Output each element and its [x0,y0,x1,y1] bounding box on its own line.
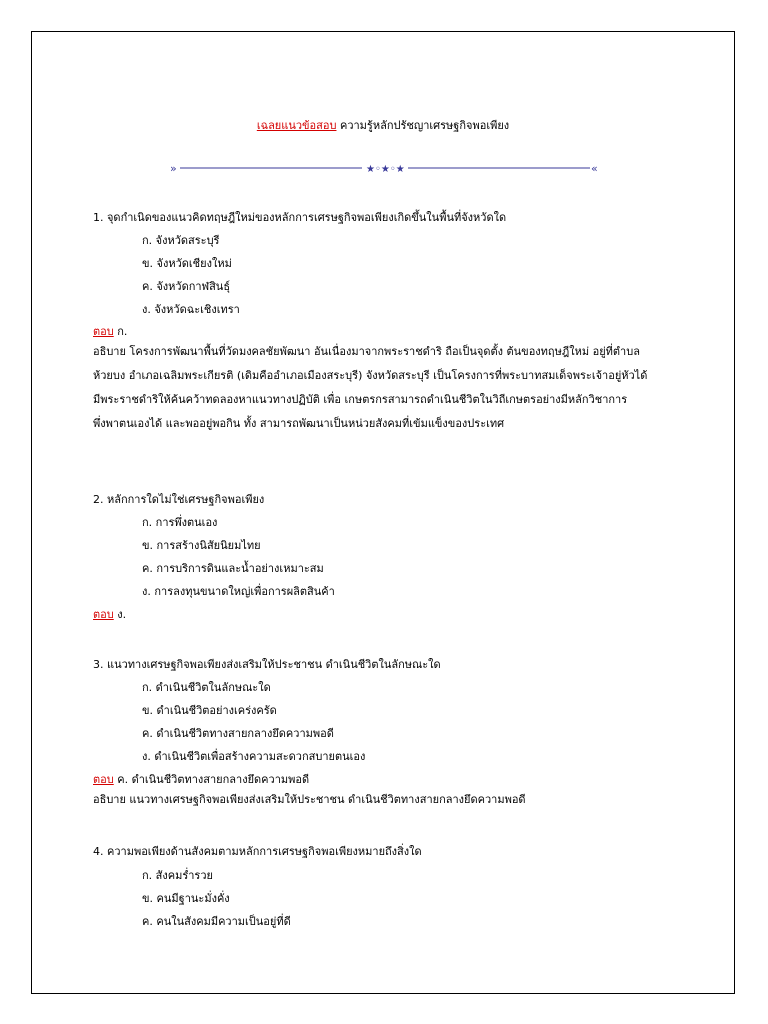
q3-explanation [93,788,693,812]
answer-label: ตอบ [93,773,114,786]
q1-explanation-line-2: ห้วยบง อำเภอเฉลิมพระเกียรติ (เดิมคืออำเภอเมืองสระบุรี) จังหวัดสระบุรี เป็นโครงการที่พระบาทสมเด็จพระเจ้าอยู่หัวได้ [93,369,648,382]
q3-explanation-line-1: อธิบาย แนวทางเศรษฐกิจพอเพียงส่งเสริมให้ประชาชน ดำเนินชีวิตทางสายกลางยึดความพอดี [93,793,526,806]
q4-option-c: ค. คนในสังคมมีความเป็นอยู่ที่ดี [142,915,291,928]
q4-option-b: ข. คนมีฐานะมั่งคั่ง [142,892,230,905]
q1-explanation-line-4: พึ่งพาตนเองได้ และพออยู่พอกิน ทั้ง สามารถพัฒนาเป็นหน่วยสังคมที่เข้มแข็งของประเทศ [93,417,505,430]
divider-stars: ★◦★◦★ [366,164,405,175]
document-title [32,116,734,134]
title-link[interactable]: เฉลยแนวข้อสอบ [256,119,337,132]
q1-answer [93,322,127,340]
q2-option-d: ง. การลงทุนขนาดใหญ่เพื่อการผลิตสินค้า [142,585,335,598]
page-frame [31,31,735,994]
q3-option-a: ก. ดำเนินชีวิตในลักษณะใด [142,681,271,694]
q1-explanation-line-3: มีพระราชดำริให้ค้นคว้าทดลองหาแนวทางปฏิบัติ เพื่อ เกษตรกรสามารถดำเนินชีวิตในวิถีเกษตรอย่างมีหลักวิชาการ [93,393,628,406]
q1-option-d: ง. จังหวัดฉะเชิงเทรา [142,303,240,316]
answer-label: ตอบ [93,608,114,621]
q4-option-a: ก. สังคมร่ำรวย [142,869,213,882]
q2-answer [93,605,126,623]
answer-label: ตอบ [93,325,114,338]
q1-option-b: ข. จังหวัดเชียงใหม่ [142,257,232,270]
q1-explanation-line-1: อธิบาย โครงการพัฒนาพื้นที่วัดมงคลชัยพัฒนา อันเนื่องมาจากพระราชดำริ ถือเป็นจุดตั้ง ต้นของทฤษฎีใหม่ อยู่ที่ตำบล [93,345,640,358]
q2-option-b: ข. การสร้างนิสัยนิยมไทย [142,539,261,552]
question-3: 3. แนวทางเศรษฐกิจพอเพียงส่งเสริมให้ประชาชน ดำเนินชีวิตในลักษณะใด [93,658,441,671]
decorative-divider [170,160,600,176]
answer-value: ก. [117,325,128,338]
title-text: ความรู้หลักปรัชญาเศรษฐกิจพอเพียง [339,119,510,132]
q3-option-b: ข. ดำเนินชีวิตอย่างเคร่งครัด [142,704,277,717]
q3-option-c: ค. ดำเนินชีวิตทางสายกลางยึดความพอดี [142,727,334,740]
divider-right-glyph: « [591,162,598,175]
q1-explanation [93,340,693,436]
q1-option-a: ก. จังหวัดสระบุรี [142,234,220,247]
question-1: 1. จุดกำเนิดของแนวคิดทฤษฎีใหม่ของหลักการเศรษฐกิจพอเพียงเกิดขึ้นในพื้นที่จังหวัดใด [93,211,507,224]
answer-value: ค. ดำเนินชีวิตทางสายกลางยึดความพอดี [117,773,310,786]
question-2: 2. หลักการใดไม่ใช่เศรษฐกิจพอเพียง [93,493,265,506]
q2-option-a: ก. การพึ่งตนเอง [142,516,218,529]
answer-value: ง. [117,608,127,621]
q3-answer [93,770,309,788]
q2-option-c: ค. การบริการดินและน้ำอย่างเหมาะสม [142,562,324,575]
q3-option-d: ง. ดำเนินชีวิตเพื่อสร้างความสะดวกสบายตนเอง [142,750,366,763]
q1-option-c: ค. จังหวัดกาฬสินธุ์ [142,280,231,293]
document-content [32,32,734,993]
question-4: 4. ความพอเพียงด้านสังคมตามหลักการเศรษฐกิจพอเพียงหมายถึงสิ่งใด [93,845,422,858]
divider-left-glyph: » [170,162,177,175]
